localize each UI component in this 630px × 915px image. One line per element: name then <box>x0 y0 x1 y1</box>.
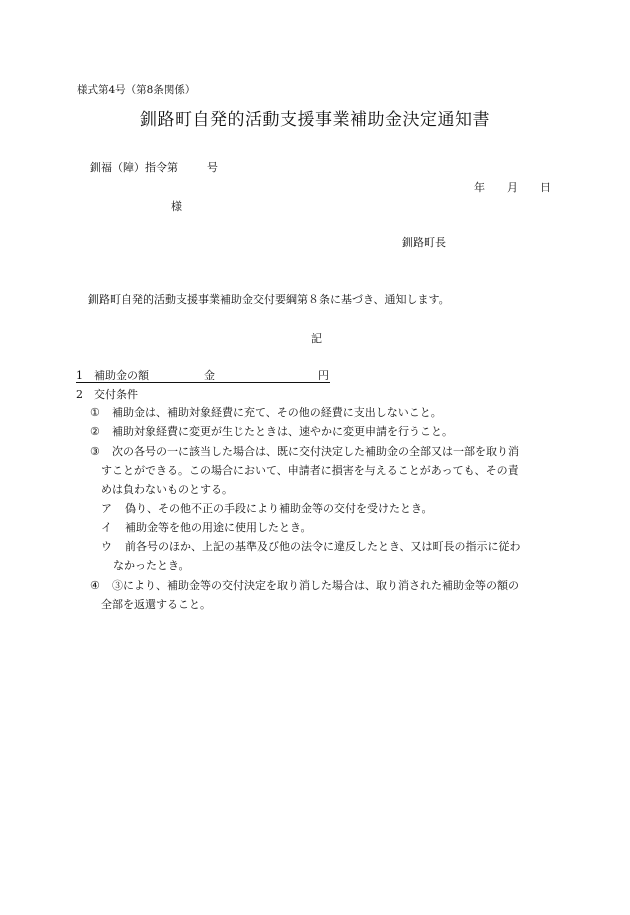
condition-2-text: 補助対象経費に変更が生じたときは、速やかに変更申請を行うこと。 <box>112 425 453 438</box>
form-number: 様式第4号（第8条関係） <box>77 84 196 96</box>
amount-underline <box>76 382 330 383</box>
condition-4-text-1: ③により、補助金等の交付決定を取り消した場合は、取り消された補助金等の額の <box>112 579 519 592</box>
sub-condition-c-text-1: 前各号のほか、上記の基準及び他の法令に違反したとき、又は町長の指示に従わ <box>125 540 521 553</box>
condition-1-mark: ① <box>90 406 100 419</box>
date-month: 月 <box>507 181 518 194</box>
item1-number: 1 <box>76 369 83 382</box>
condition-3-mark: ③ <box>90 445 100 458</box>
sub-condition-b <box>101 522 312 533</box>
sub-condition-a-text: 偽り、その他不正の手段により補助金等の交付を受けたとき。 <box>125 502 433 515</box>
item-subsidy-amount <box>76 370 329 381</box>
reference-prefix: 釧福（障）指令第 <box>90 161 178 174</box>
item1-kin: 金 <box>204 369 215 382</box>
condition-3-line-3: めは負わないものとする。 <box>101 483 233 496</box>
condition-1-text: 補助金は、補助対象経費に充て、その他の経費に支出しないこと。 <box>112 406 442 419</box>
item2-number: 2 <box>76 388 83 401</box>
sub-condition-a <box>101 503 433 514</box>
item1-label: 補助金の額 <box>94 369 149 382</box>
sub-condition-b-text: 補助金等を他の用途に使用したとき。 <box>125 521 312 534</box>
item1-yen: 円 <box>318 369 329 382</box>
ki-heading: 記 <box>311 332 322 345</box>
sender-name: 釧路町長 <box>402 236 446 249</box>
condition-3-text-1: 次の各号の一に該当した場合は、既に交付決定した補助金の全部又は一部を取り消 <box>112 445 519 458</box>
sub-condition-c-line-2: なかったとき。 <box>113 559 190 572</box>
sub-condition-b-mark: イ <box>101 521 112 534</box>
sub-condition-c-line-1 <box>101 541 521 552</box>
condition-3-line-1 <box>90 446 519 457</box>
reference-suffix: 号 <box>207 161 218 174</box>
item2-label: 交付条件 <box>94 388 138 401</box>
condition-3-line-2: すことができる。この場合において、申請者に損害を与えることがあっても、その責 <box>101 464 519 477</box>
date-day: 日 <box>540 181 551 194</box>
date-line <box>474 182 551 193</box>
condition-2-mark: ② <box>90 425 100 438</box>
addressee-suffix: 様 <box>171 200 182 213</box>
condition-4-mark: ④ <box>90 579 100 592</box>
body-text: 釧路町自発的活動支援事業補助金交付要綱第８条に基づき、通知します。 <box>88 293 450 306</box>
page-title: 釧路町自発的活動支援事業補助金決定通知書 <box>140 110 490 130</box>
sub-condition-c-mark: ウ <box>101 540 112 553</box>
date-year: 年 <box>474 181 485 194</box>
condition-4-line-2: 全部を返還すること。 <box>101 598 211 611</box>
condition-1 <box>90 407 442 418</box>
item-conditions-heading <box>76 389 138 400</box>
condition-4-line-1 <box>90 580 519 591</box>
sub-condition-a-mark: ア <box>101 502 112 515</box>
condition-2 <box>90 426 453 437</box>
